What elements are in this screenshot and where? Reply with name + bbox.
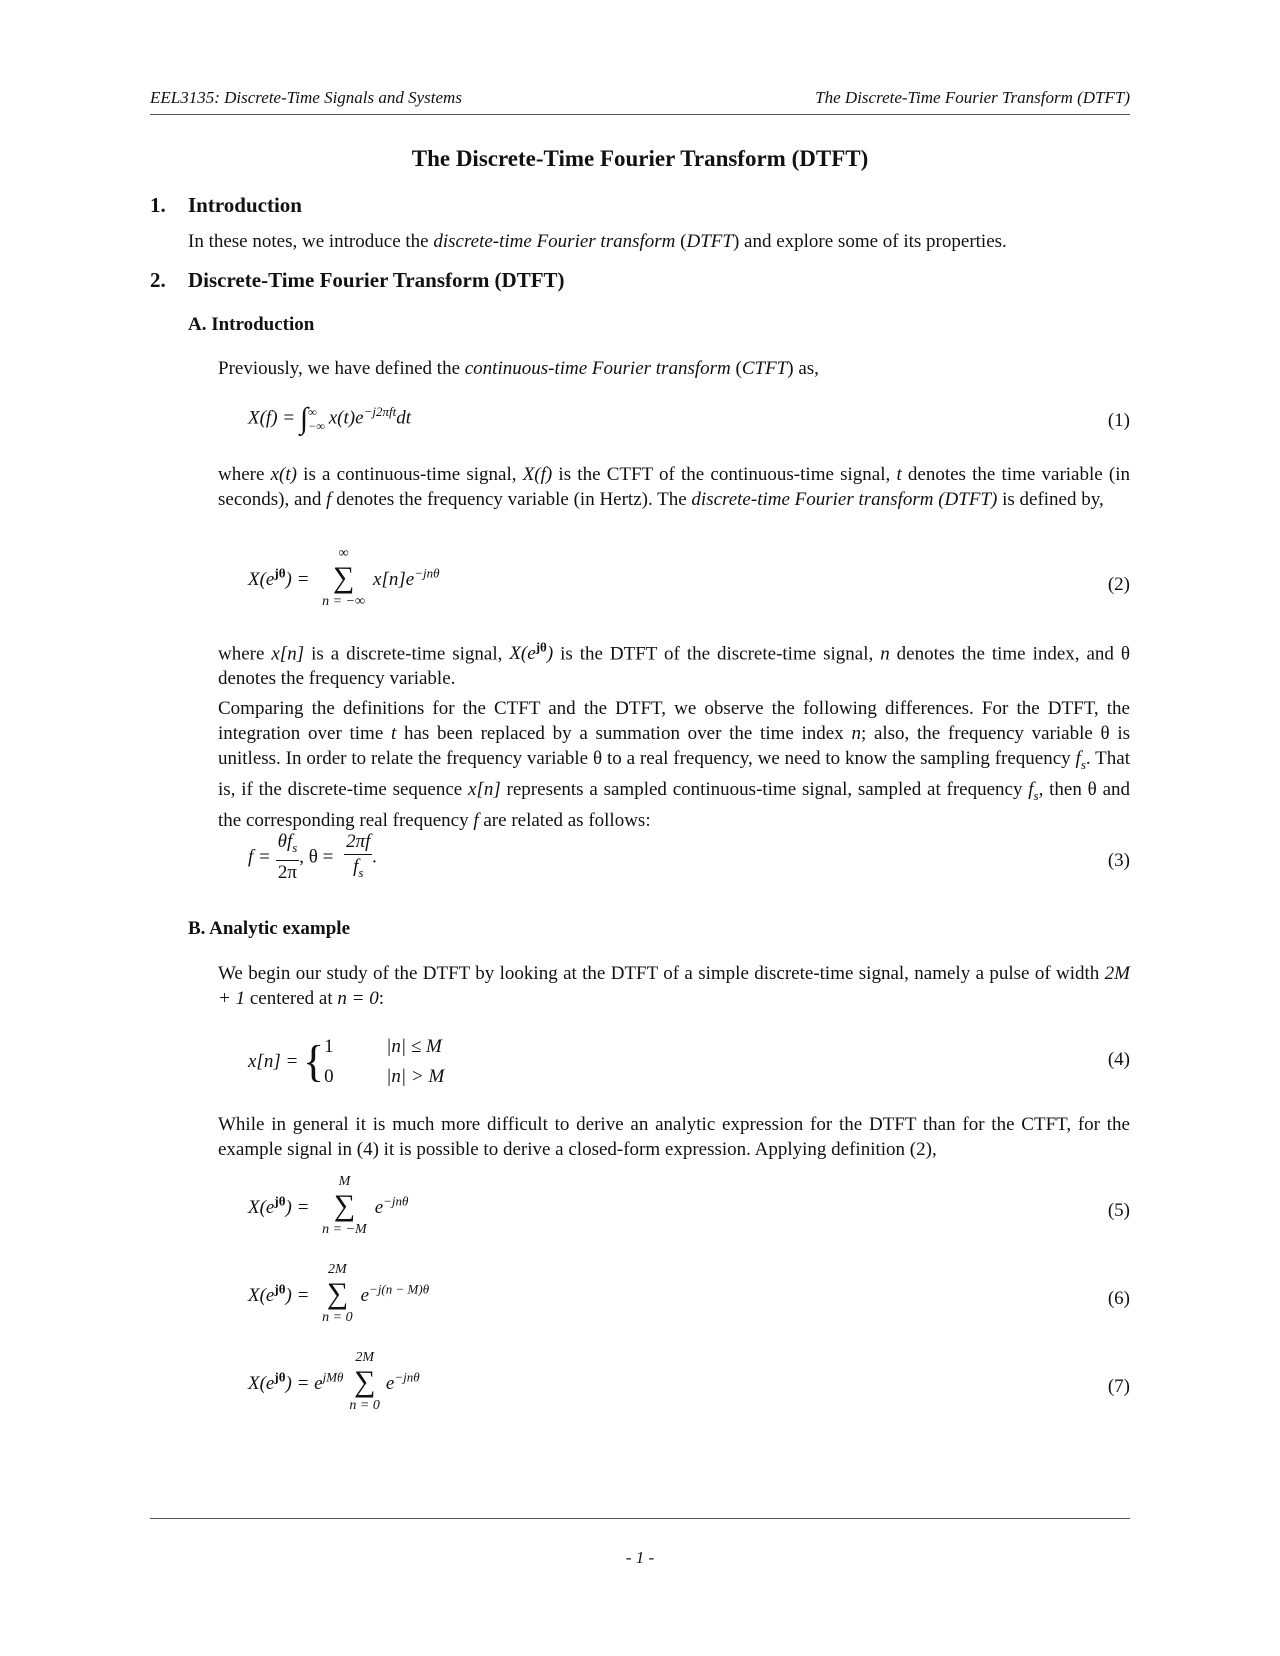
page-number: - 1 - [625,1548,655,1567]
comparison-paragraph: Comparing the definitions for the CTFT and the DTFT, we observe the following differences. For the DTFT, the integration over time t has been replaced by a summation over the time index n; also, the frequency variable θ is unitless. In order to relate the frequency variable θ to a real frequency, we need to know the sampling frequency $f_s$. That is, if the discrete-time sequence x[n] represents a sampled continuous-time signal, sampled at frequency $f_s$, then θ and the corresponding real frequency f are related as follows: [218,698,1131,831]
while-paragraph: While in general it is much more difficult to derive an analytic expression for the DTFT than for the CTFT, for the example signal in (4) it is possible to derive a closed-form expression. Applying definition (2), [218,1114,1130,1160]
begin-paragraph: We begin our study of the DTFT by looking at the DTFT of a simple discrete-time signal, namely a pulse of width 2M + 1 centered at n = 0: [218,963,1130,1009]
equation-number-6: (6) [1107,1288,1130,1309]
section-1-heading: 1. Introduction [150,193,302,217]
equation-1: X(f) = ∫ ∞ −∞ $x(t)e^{-j2\pi ft}dt$ [248,402,411,435]
equation-number-4: (4) [1107,1049,1130,1070]
where-paragraph-2: where x[n] is a discrete-time signal, $X(e^{j\theta})$ is the DTFT of the discrete-time signal, n denotes the time index, and θ denotes the frequency variable. [218,640,1130,690]
equation-number-1: (1) [1107,410,1130,431]
subsection-b-heading: B. Analytic example [188,918,351,939]
equation-2: $X(e^{j\theta})$ = ∞ ∑ n = −∞ $x[n]e^{-jn\theta}$ [248,546,440,609]
footer-rule [150,1518,1130,1519]
section-2-heading: 2. Discrete-Time Fourier Transform (DTFT) [150,268,565,292]
running-header-left: EEL3135: Discrete-Time Signals and Systems [150,88,462,107]
equation-number-5: (5) [1107,1200,1130,1221]
previously-paragraph: Previously, we have defined the continuous-time Fourier transform (CTFT) as, [218,358,819,379]
equation-6: $X(e^{j\theta})$ = 2M ∑ n = 0 $e^{-j(n - M)\theta}$ [248,1262,430,1325]
running-header-right: The Discrete-Time Fourier Transform (DTFT) [815,88,1130,107]
equation-number-3: (3) [1107,850,1130,871]
equation-3: f = $\frac{\theta f_s}{2\pi}$ , θ = $\frac{2\pi f}{f_s}$ . [248,831,378,883]
where-paragraph-1: where x(t) is a continuous-time signal, X(f) is the CTFT of the continuous-time signal, t denotes the time variable (in seconds), and f denotes the frequency variable (in Hertz). The discrete-time Fourier transform (DTFT) is defined by, [218,464,1130,510]
equation-4: x[n] = { 1 |n| ≤ M 0 |n| > M [248,1036,445,1087]
header-rule [150,114,1130,115]
equation-7: $X(e^{j\theta}) = e^{jM\theta}$ 2M ∑ n = 0 $e^{-jn\theta}$ [248,1350,420,1413]
equation-number-7: (7) [1107,1376,1130,1397]
equation-number-2: (2) [1107,574,1130,595]
equation-5: $X(e^{j\theta})$ = M ∑ n = −M $e^{-jn\theta}$ [248,1174,409,1237]
subsection-a-heading: A. Introduction [188,314,315,335]
intro-paragraph: In these notes, we introduce the discrete-time Fourier transform (DTFT) and explore some of its properties. [188,231,1007,252]
page-title: The Discrete-Time Fourier Transform (DTFT) [411,146,869,171]
